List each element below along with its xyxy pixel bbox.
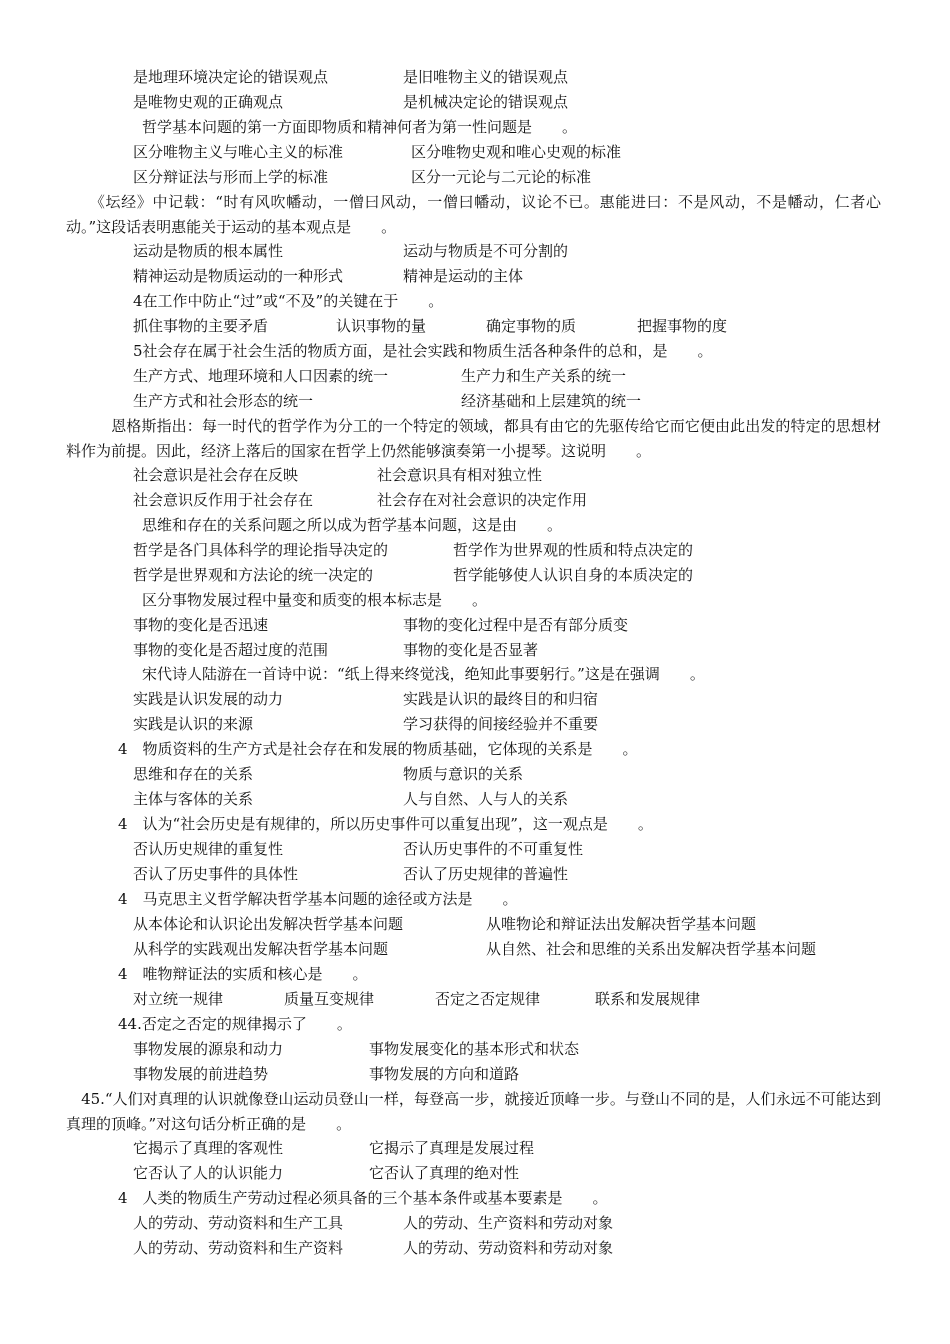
text-line: 事物发展的前进趋势	[133, 1065, 269, 1083]
text-line: 从自然、社会和思维的关系出发解决哲学基本问题	[486, 940, 817, 958]
text-line: 事物发展的源泉和动力	[133, 1040, 284, 1058]
text-line: 哲学是各门具体科学的理论指导决定的	[133, 541, 389, 559]
text-line: 事物发展变化的基本形式和状态	[369, 1040, 580, 1058]
text-line: 生产方式和社会形态的统一	[133, 392, 314, 410]
text-line: 主体与客体的关系	[133, 790, 254, 808]
text-line: 经济基础和上层建筑的统一	[461, 392, 642, 410]
text-line: 区分事物发展过程中量变和质变的根本标志是 。	[142, 591, 488, 609]
text-line: 人与自然、人与人的关系	[403, 790, 569, 808]
text-line: 哲学基本问题的第一方面即物质和精神何者为第一性问题是 。	[142, 118, 578, 136]
text-line: 联系和发展规律	[595, 990, 701, 1008]
text-line: 物质与意识的关系	[403, 765, 524, 783]
text-line: 实践是认识的来源	[133, 715, 254, 733]
text-line: 宋代诗人陆游在一首诗中说：“纸上得来终觉浅，绝知此事要躬行。”这是在强调 。	[142, 665, 705, 683]
text-line: 确定事物的质	[486, 317, 577, 335]
text-line: 人的劳动、劳动资料和生产工具	[133, 1214, 344, 1232]
text-line: 4 物质资料的生产方式是社会存在和发展的物质基础，它体现的关系是 。	[118, 740, 638, 758]
text-line: 社会存在对社会意识的决定作用	[377, 491, 588, 509]
text-line: 人的劳动、生产资料和劳动对象	[403, 1214, 614, 1232]
question-paragraph: 《坛经》中记载：“时有风吹幡动，一僧曰风动，一僧曰幡动，议论不已。惠能进曰：不是风动，不是幡动，仁者心动。”这段话表明惠能关于运动的基本观点是 。	[66, 193, 881, 236]
text-line: 它揭示了真理是发展过程	[369, 1139, 535, 1157]
text-line: 是旧唯物主义的错误观点	[403, 68, 569, 86]
text-line: 运动是物质的根本属性	[133, 242, 284, 260]
text-line: 它否认了人的认识能力	[133, 1164, 284, 1182]
text-line: 哲学能够使人认识自身的本质决定的	[453, 566, 694, 584]
text-line: 是机械决定论的错误观点	[403, 93, 569, 111]
text-line: 是地理环境决定论的错误观点	[133, 68, 329, 86]
text-line: 否认了历史规律的普遍性	[403, 865, 569, 883]
text-line: 抓住事物的主要矛盾	[133, 317, 269, 335]
text-line: 4 认为“社会历史是有规律的，所以历史事件可以重复出现”，这一观点是 。	[118, 815, 653, 833]
text-line: 哲学是世界观和方法论的统一决定的	[133, 566, 374, 584]
text-line: 把握事物的度	[637, 317, 728, 335]
text-line: 精神是运动的主体	[403, 267, 524, 285]
text-line: 事物的变化是否显著	[403, 641, 539, 659]
text-line: 否认了历史事件的具体性	[133, 865, 299, 883]
text-line: 运动与物质是不可分割的	[403, 242, 569, 260]
text-line: 从科学的实践观出发解决哲学基本问题	[133, 940, 389, 958]
text-line: 精神运动是物质运动的一种形式	[133, 267, 344, 285]
text-line: 思维和存在的关系	[133, 765, 254, 783]
text-line: 实践是认识的最终目的和归宿	[403, 690, 599, 708]
question-paragraph: 恩格斯指出：每一时代的哲学作为分工的一个特定的领域，都具有由它的先驱传给它而它便由此出发的特定的思想材料作为前提。因此，经济上落后的国家在哲学上仍然能够演奏第一小提琴。这说明 。	[66, 417, 881, 460]
text-line: 实践是认识发展的动力	[133, 690, 284, 708]
text-line: 人的劳动、劳动资料和生产资料	[133, 1239, 344, 1257]
text-line: 区分一元论与二元论的标准	[411, 168, 592, 186]
text-line: 对立统一规律	[133, 990, 224, 1008]
text-line: 学习获得的间接经验并不重要	[403, 715, 599, 733]
text-line: 社会意识是社会存在反映	[133, 466, 299, 484]
text-line: 从唯物论和辩证法出发解决哲学基本问题	[486, 915, 757, 933]
text-line: 44.否定之否定的规律揭示了 。	[118, 1015, 352, 1033]
text-line: 5社会存在属于社会生活的物质方面，是社会实践和物质生活各种条件的总和，是 。	[133, 342, 713, 360]
text-line: 区分唯物主义与唯心主义的标准	[133, 143, 344, 161]
text-line: 否认历史规律的重复性	[133, 840, 284, 858]
text-line: 区分唯物史观和唯心史观的标准	[411, 143, 622, 161]
text-line: 认识事物的量	[336, 317, 427, 335]
text-line: 事物发展的方向和道路	[369, 1065, 520, 1083]
text-line: 4 马克思主义哲学解决哲学基本问题的途径或方法是 。	[118, 890, 518, 908]
text-line: 社会意识反作用于社会存在	[133, 491, 314, 509]
text-line: 是唯物史观的正确观点	[133, 93, 284, 111]
text-line: 人的劳动、劳动资料和劳动对象	[403, 1239, 614, 1257]
text-line: 事物的变化是否超过度的范围	[133, 641, 329, 659]
text-line: 4在工作中防止“过”或“不及”的关键在于 。	[133, 292, 444, 310]
text-line: 否认历史事件的不可重复性	[403, 840, 584, 858]
text-line: 事物的变化过程中是否有部分质变	[403, 616, 629, 634]
text-line: 它揭示了真理的客观性	[133, 1139, 284, 1157]
text-line: 思维和存在的关系问题之所以成为哲学基本问题，这是由 。	[142, 516, 563, 534]
text-line: 从本体论和认识论出发解决哲学基本问题	[133, 915, 404, 933]
text-line: 4 人类的物质生产劳动过程必须具备的三个基本条件或基本要素是 。	[118, 1189, 608, 1207]
text-line: 4 唯物辩证法的实质和核心是 。	[118, 965, 368, 983]
text-line: 事物的变化是否迅速	[133, 616, 269, 634]
question-paragraph: 45.“人们对真理的认识就像登山运动员登山一样，每登高一步，就接近顶峰一步。与登山不同的是，人们永远不可能达到真理的顶峰。”对这句话分析正确的是 。	[66, 1090, 881, 1133]
text-line: 区分辩证法与形而上学的标准	[133, 168, 329, 186]
text-line: 哲学作为世界观的性质和特点决定的	[453, 541, 694, 559]
text-line: 质量互变规律	[284, 990, 375, 1008]
text-line: 社会意识具有相对独立性	[377, 466, 543, 484]
text-line: 生产力和生产关系的统一	[461, 367, 627, 385]
text-line: 生产方式、地理环境和人口因素的统一	[133, 367, 389, 385]
text-line: 否定之否定规律	[435, 990, 541, 1008]
text-line: 它否认了真理的绝对性	[369, 1164, 520, 1182]
